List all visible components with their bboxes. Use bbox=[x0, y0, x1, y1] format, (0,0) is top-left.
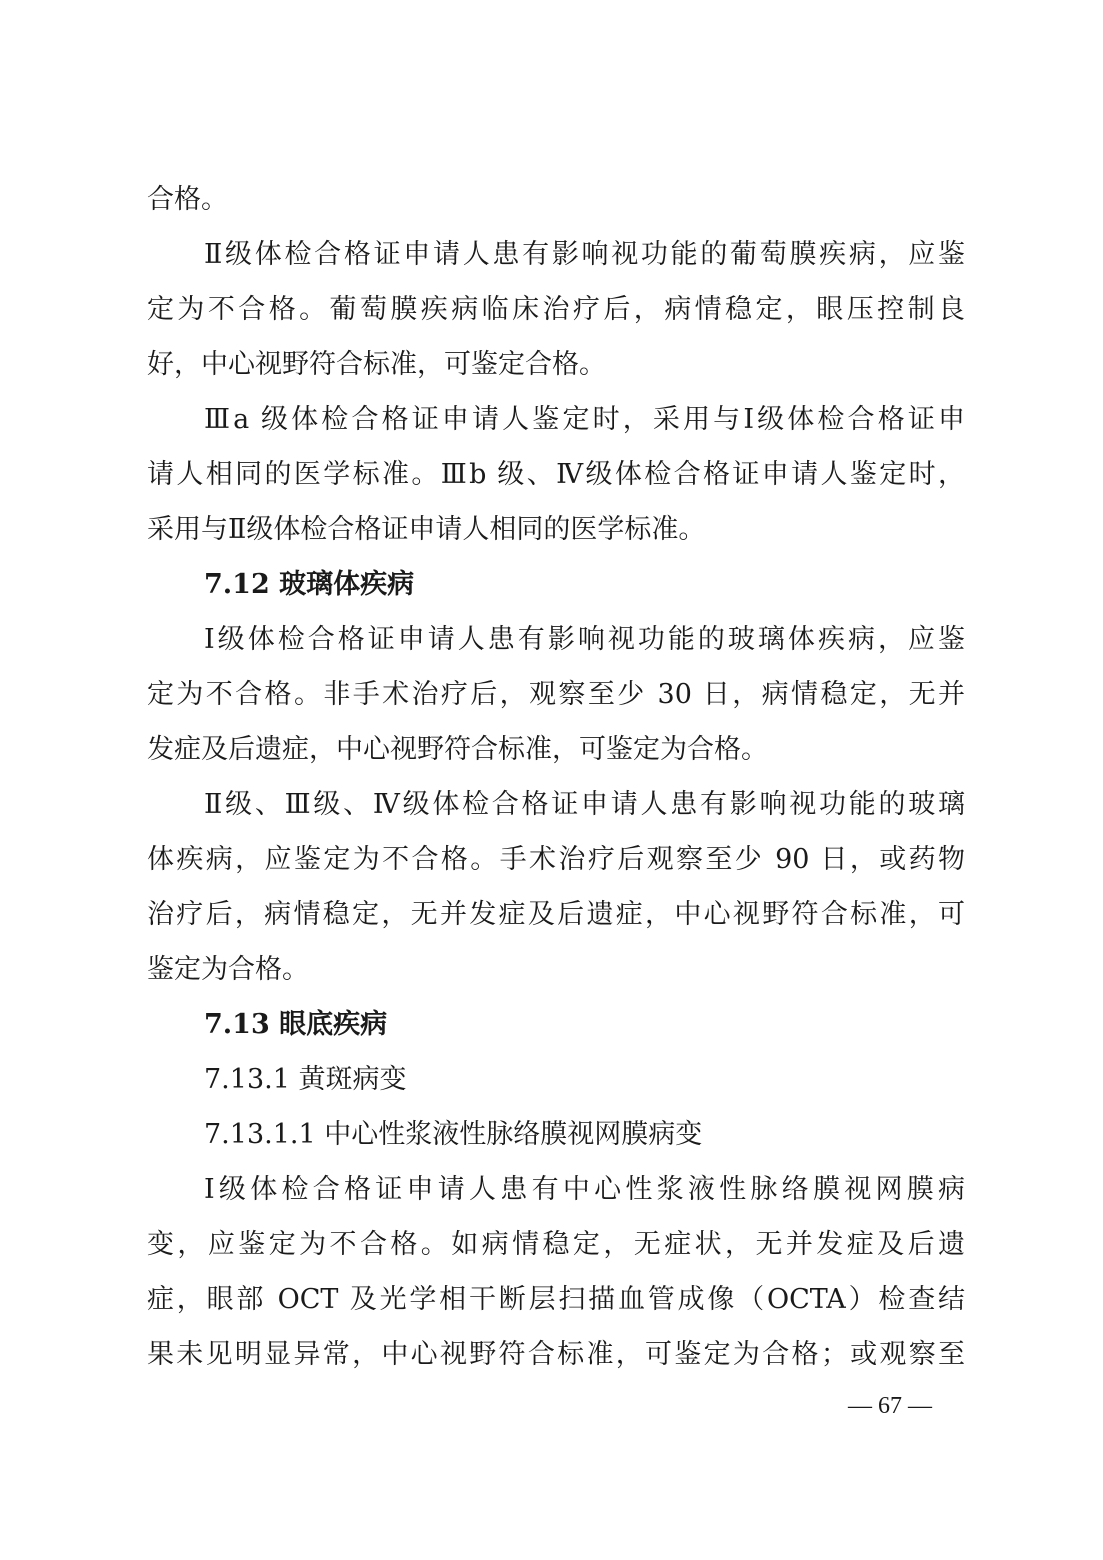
text-line: 定为不合格。葡萄膜疾病临床治疗后，病情稳定，眼压控制良 bbox=[147, 294, 965, 325]
text-line: Ⅱ级、Ⅲ级、Ⅳ级体检合格证申请人患有影响视功能的玻璃 bbox=[204, 789, 965, 820]
text-line: 发症及后遗症，中心视野符合标准，可鉴定为合格。 bbox=[147, 734, 768, 765]
text-line: 体疾病，应鉴定为不合格。手术治疗后观察至少 90 日，或药物 bbox=[147, 844, 965, 875]
text-line: Ⅲa 级体检合格证申请人鉴定时，采用与Ⅰ级体检合格证申 bbox=[204, 404, 965, 435]
text-line: 果未见明显异常，中心视野符合标准，可鉴定为合格；或观察至 bbox=[147, 1339, 965, 1370]
subsection-heading: 7.13.1.1 中心性浆液性脉络膜视网膜病变 bbox=[204, 1119, 703, 1150]
text-line: 合格。 bbox=[147, 184, 228, 215]
text-line: 治疗后，病情稳定，无并发症及后遗症，中心视野符合标准，可 bbox=[147, 899, 965, 930]
text-line: Ⅰ级体检合格证申请人患有影响视功能的玻璃体疾病，应鉴 bbox=[204, 624, 965, 655]
section-heading: 7.12 玻璃体疾病 bbox=[204, 569, 415, 600]
subsection-heading: 7.13.1 黄斑病变 bbox=[204, 1064, 407, 1095]
text-line: 变，应鉴定为不合格。如病情稳定，无症状，无并发症及后遗 bbox=[147, 1229, 965, 1260]
text-line: Ⅱ级体检合格证申请人患有影响视功能的葡萄膜疾病，应鉴 bbox=[204, 239, 965, 270]
text-line: 症，眼部 OCT 及光学相干断层扫描血管成像（OCTA）检查结 bbox=[147, 1284, 965, 1315]
text-line: Ⅰ级体检合格证申请人患有中心性浆液性脉络膜视网膜病 bbox=[204, 1174, 965, 1205]
text-line: 鉴定为合格。 bbox=[147, 954, 309, 985]
text-line: 采用与Ⅱ级体检合格证申请人相同的医学标准。 bbox=[147, 514, 706, 545]
section-heading: 7.13 眼底疾病 bbox=[204, 1009, 388, 1040]
text-line: 请人相同的医学标准。Ⅲb 级、Ⅳ级体检合格证申请人鉴定时， bbox=[147, 459, 965, 490]
text-line: 好，中心视野符合标准，可鉴定合格。 bbox=[147, 349, 606, 380]
text-line: 定为不合格。非手术治疗后，观察至少 30 日，病情稳定，无并 bbox=[147, 679, 965, 710]
page-number: — 67 — bbox=[848, 1393, 932, 1419]
